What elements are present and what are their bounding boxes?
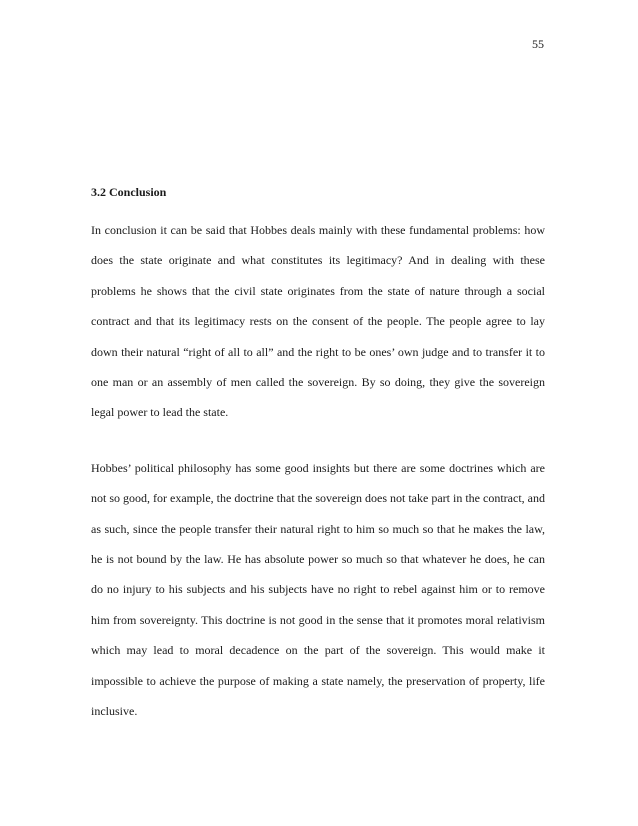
paragraph-2: Hobbes’ political philosophy has some good insights but there are some doctrines which are not so good, for example, the doctrine that the sovereign does not take part in the contract, and as such, since the people transfer their natural right to him so much so that he makes the law, he is not bound by the law. He has absolute power so much so that whatever he does, he can do no injury to his subjects and his subjects have no right to rebel against him or to remove him from sovereignty. This doctrine is not good in the sense that it promotes moral relativism which may lead to moral decadence on the part of the sovereign. This would make it impossible to achieve the purpose of making a state namely, the preservation of property, life inclusive. [91,460,545,719]
paragraph-1: In conclusion it can be said that Hobbes deals mainly with these fundamental problems: how does the state originate and what constitutes its legitimacy? And in dealing with these problems he shows that the civil state originates from the state of nature through a social contract and that its legitimacy rests on the consent of the people. The people agree to lay down their natural “right of all to all” and the right to be ones’ own judge and to transfer it to one man or an assembly of men called the sovereign. By so doing, they give the sovereign legal power to lead the state. [91,223,545,420]
page-content [91,184,545,727]
page-number: 55 [532,37,544,51]
paragraph-spacer [91,428,545,453]
section-heading: 3.2 Conclusion [91,185,167,199]
